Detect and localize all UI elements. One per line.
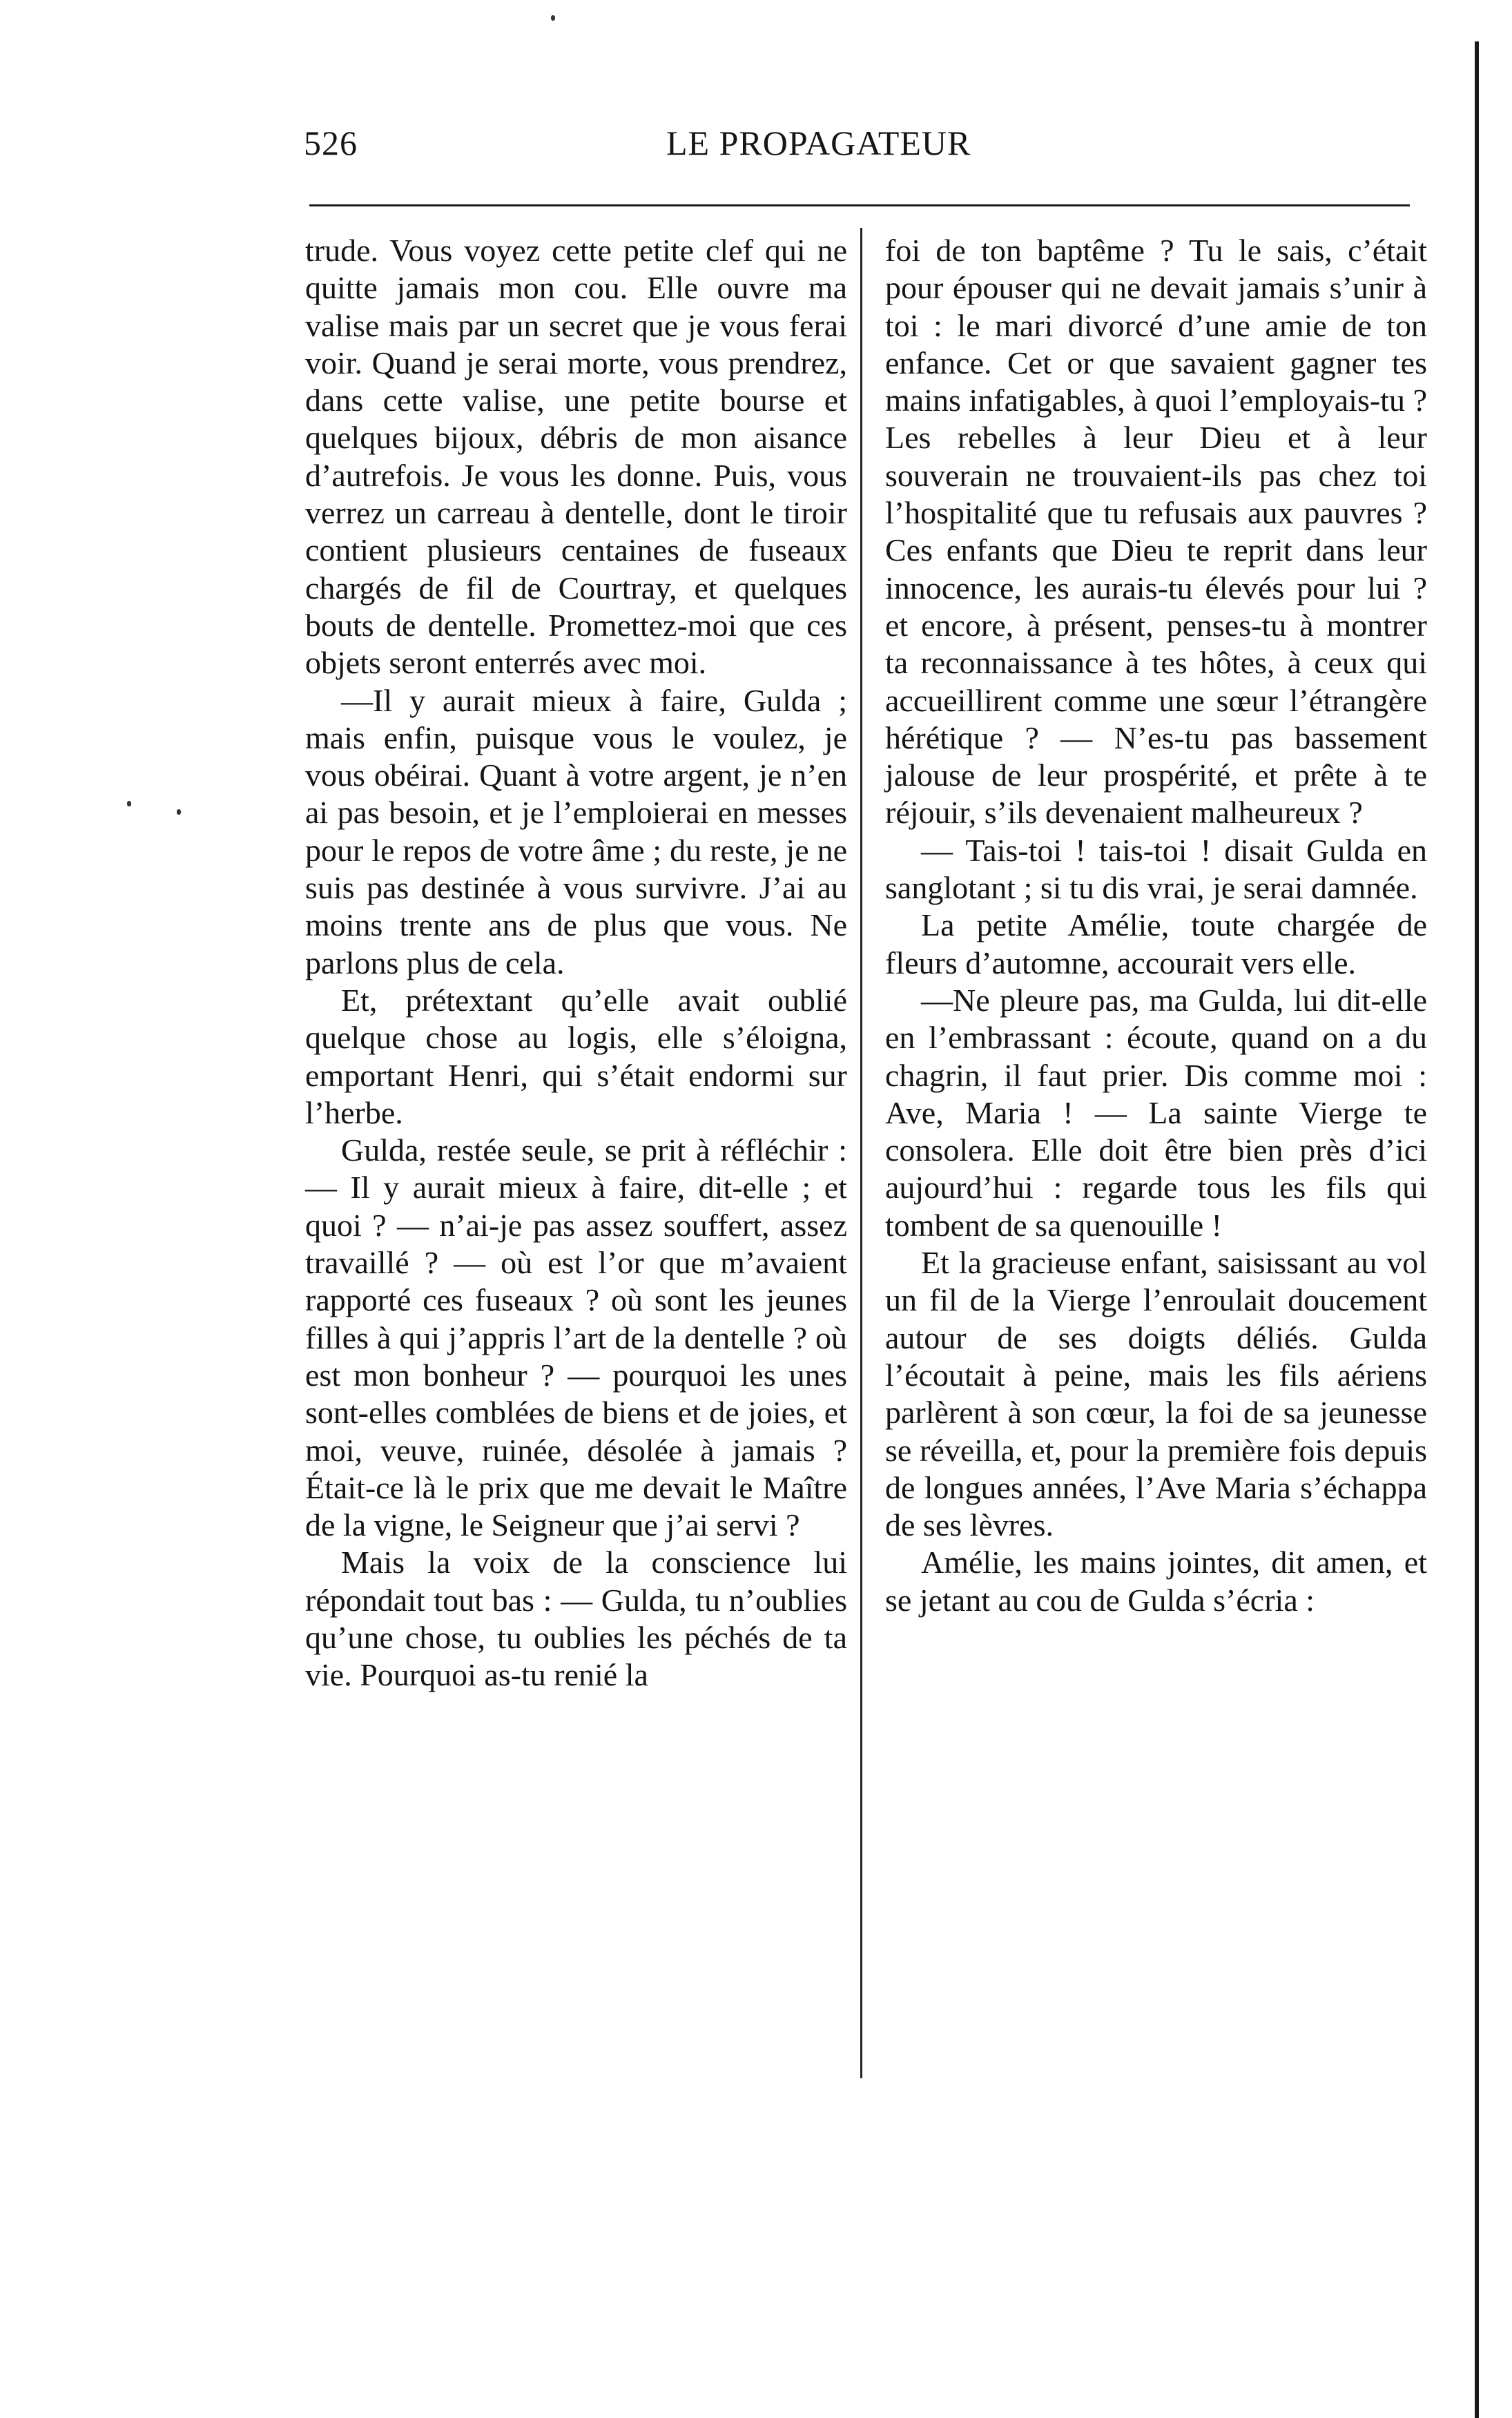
ink-speck [177,809,181,815]
paragraph: foi de ton baptême ? Tu le sais, c’était pour épouser qui ne devait jamais s’unir à toi : le mari divorcé d’une amie de ton enfance. Cet or que savaient gagner tes mains infatigables, à quoi l’employais-tu ? Les rebelles à leur Dieu et à leur souverain ne trouvaient-ils pas chez toi l’hospitalité que tu refusais aux pauvres ? Ces enfants que Dieu te reprit dans leur innocence, les aurais-tu élevés pour lui ? et encore, à présent, penses-tu à montrer ta reconnaissance à tes hôtes, à ceux qui accueillirent comme une sœur l’étrangère hérétique ? — N’es-tu pas bassement jalouse de leur prospérité, et prête à te réjouir, s’ils devenaient malheureux ? [885,233,1427,831]
paragraph: — Tais-toi ! tais-toi ! disait Gulda en sanglotant ; si tu dis vrai, je serai damnée. [885,832,1427,906]
paragraph: Et, prétextant qu’elle avait oublié quelque chose au logis, elle s’éloigna, emportant Henri, qui s’était endormi sur l’herbe. [305,982,847,1130]
paragraph: La petite Amélie, toute chargée de fleurs d’automne, accourait vers elle. [885,907,1427,980]
column-rule [860,228,862,2078]
header-rule [309,204,1410,206]
ink-speck [551,15,555,21]
paragraph: Gulda, restée seule, se prit à réfléchir : — Il y aurait mieux à faire, dit-elle ; et quoi ? — n’ai-je pas assez souffert, assez travaillé ? — où est l’or que m’avaient rapporté ces fuseaux ? où sont les jeunes filles à qui j’appris l’art de la dentelle ? où est mon bonheur ? — pourquoi les unes sont-elles comblées de biens et de joies, et moi, veuve, ruinée, désolée à jamais ? Était-ce là le prix que me devait le Maître de la vigne, le Seigneur que j’ai servi ? [305,1132,847,1543]
paragraph: trude. Vous voyez cette petite clef qui ne quitte jamais mon cou. Elle ouvre ma valise mais par un secret que je vous ferai voir. Quand je serai morte, vous prendrez, dans cette valise, une petite bourse et quelques bijoux, débris de mon aisance d’autrefois. Je vous les donne. Puis, vous verrez un carreau à dentelle, dont le tiroir contient plusieurs centaines de fuseaux chargés de fil de Courtray, et quelques bouts de dentelle. Promettez-moi que ces objets seront enterrés avec moi. [305,233,847,681]
paragraph: Amélie, les mains jointes, dit amen, et se jetant au cou de Gulda s’écria : [885,1545,1427,1618]
left-column [305,232,847,1694]
page-edge-rule [1475,41,1479,2418]
page-header [304,123,1415,178]
paragraph: —Il y aurait mieux à faire, Gulda ; mais enfin, puisque vous le voulez, je vous obéirai. Quant à votre argent, je n’en ai pas besoin, et je l’emploierai en messes pour le repos de votre âme ; du reste, je ne suis pas destinée à vous survivre. J’ai au moins trente ans de plus que vous. Ne parlons plus de cela. [305,682,847,980]
paragraph: Et la gracieuse enfant, saisissant au vol un fil de la Vierge l’enroulait doucement autour de ses doigts déliés. Gulda l’écoutait à peine, mais les fils aériens parlèrent à son cœur, la foi de sa jeunesse se réveilla, et, pour la première fois depuis de longues années, l’Ave Maria s’échappa de ses lèvres. [885,1245,1427,1543]
page-number: 526 [304,124,358,162]
paragraph: Mais la voix de la conscience lui répondait tout bas : — Gulda, tu n’oublies qu’une chose, tu oublies les péchés de ta vie. Pourquoi as-tu renié la [305,1545,847,1693]
paragraph: —Ne pleure pas, ma Gulda, lui dit-elle en l’embrassant : écoute, quand on a du chagrin, il faut prier. Dis comme moi : Ave, Maria ! — La sainte Vierge te consolera. Elle doit être bien près d’ici aujourd’hui : regarde tous les fils qui tombent de sa quenouille ! [885,982,1427,1243]
running-title: LE PROPAGATEUR [666,124,971,162]
ink-speck [127,801,131,806]
right-column [885,232,1427,1619]
